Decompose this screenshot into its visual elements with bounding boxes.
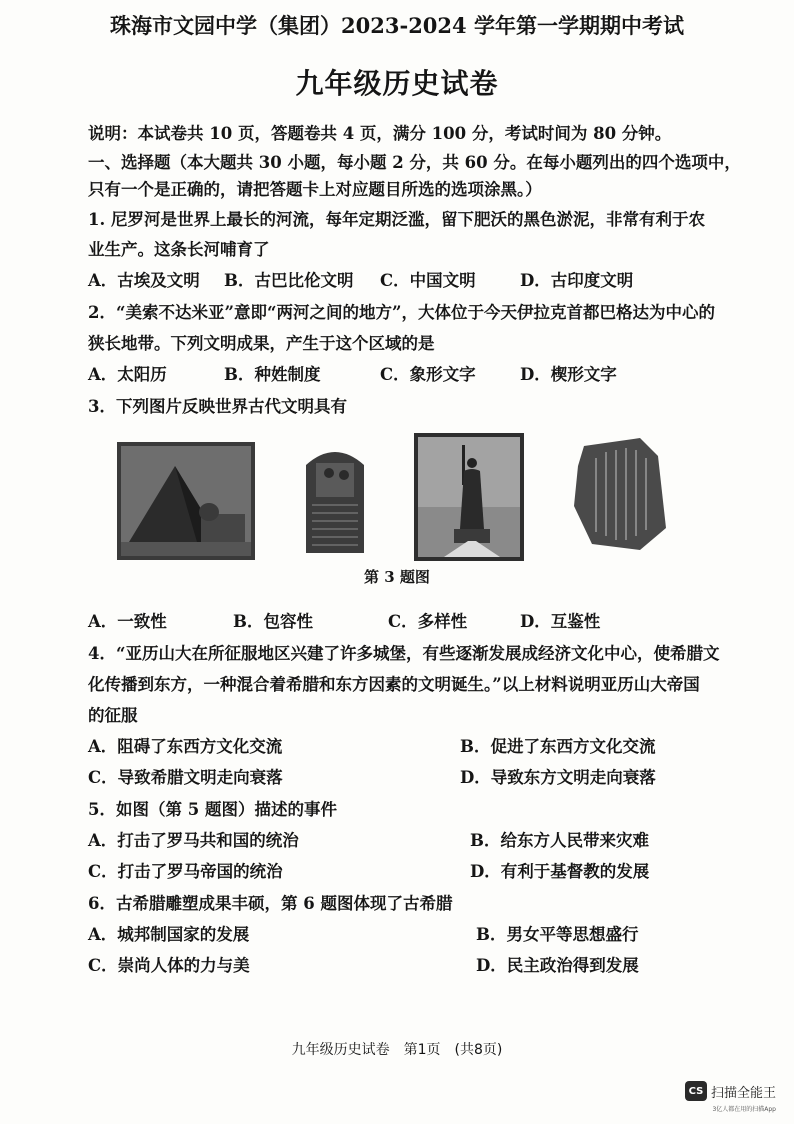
- question-4-stem-line2: 化传播到东方，一种混合着希腊和东方因素的文明诞生。”以上材料说明亚历山大帝国: [88, 675, 700, 694]
- exam-title: 珠海市文园中学（集团）2023-2024 学年第一学期期中考试: [110, 13, 684, 38]
- question-4-stem-line3: 的征服: [88, 706, 138, 725]
- question-5-stem: 5．如图（第 5 题图）描述的事件: [88, 800, 337, 819]
- inscribed-tablet-photo: [570, 436, 670, 554]
- instructions: 说明：本试卷共 10 页，答题卷共 4 页，满分 100 分，考试时间为 80 分钟。: [88, 124, 672, 143]
- question-1-stem-line1: 1. 尼罗河是世界上最长的河流，每年定期泛滥，留下肥沃的黑色淤泥，非常有利于农: [88, 210, 705, 229]
- pyramid-sphinx-photo: [117, 442, 255, 560]
- question-1-option-b: B．古巴比伦文明: [224, 271, 354, 290]
- question-3-option-c: C．多样性: [388, 612, 468, 631]
- question-3-option-d: D．互鉴性: [520, 612, 601, 631]
- page-footer: 九年级历史试卷 第1页 (共8页): [291, 1042, 503, 1058]
- question-4-stem-line1: 4．“亚历山大在所征服地区兴建了许多城堡，有些逐渐发展成经济文化中心，使希腊文: [88, 644, 720, 663]
- question-5-option-d: D．有利于基督教的发展: [470, 862, 650, 881]
- question-6-option-b: B．男女平等思想盛行: [476, 925, 639, 944]
- question-4-option-c: C．导致希腊文明走向衰落: [88, 768, 283, 787]
- question-1-option-c: C．中国文明: [380, 271, 476, 290]
- question-3-option-b: B．包容性: [233, 612, 313, 631]
- question-3-option-a: A．一致性: [88, 612, 167, 631]
- question-5-option-c: C．打击了罗马帝国的统治: [88, 862, 283, 881]
- question-1-option-a: A．古埃及文明: [88, 271, 200, 290]
- scanner-tagline: 3亿人都在用的扫描App: [712, 1106, 776, 1113]
- statue-photo: [414, 433, 524, 561]
- question-2-option-d: D．楔形文字: [520, 365, 617, 384]
- figure-3-caption: 第 3 题图: [364, 568, 430, 586]
- question-4-option-a: A．阻碍了东西方文化交流: [88, 737, 283, 756]
- hammurabi-stele-photo: [296, 441, 374, 557]
- paper-title: 九年级历史试卷: [295, 67, 499, 100]
- question-1-stem-line2: 业生产。这条长河哺育了: [88, 240, 270, 259]
- section-heading-line2: 只有一个是正确的，请把答题卡上对应题目所选的选项涂黑。）: [88, 180, 542, 199]
- question-2-option-b: B．种姓制度: [224, 365, 321, 384]
- question-2-option-a: A．太阳历: [88, 365, 167, 384]
- question-4-option-b: B．促进了东西方文化交流: [460, 737, 656, 756]
- question-6-option-d: D．民主政治得到发展: [476, 956, 639, 975]
- scanner-logo-icon: CS: [685, 1081, 707, 1101]
- scanner-app-name: 扫描全能王: [710, 1085, 776, 1101]
- question-6-option-c: C．崇尚人体的力与美: [88, 956, 250, 975]
- question-5-option-a: A．打击了罗马共和国的统治: [88, 831, 299, 850]
- question-2-stem-line2: 狭长地带。下列文明成果，产生于这个区域的是: [88, 334, 435, 353]
- question-3-stem: 3．下列图片反映世界古代文明具有: [88, 397, 347, 416]
- question-2-stem-line1: 2．“美索不达米亚”意即“两河之间的地方”，大体位于今天伊拉克首都巴格达为中心的: [88, 303, 715, 322]
- scanner-watermark: [685, 1081, 776, 1101]
- question-1-option-d: D．古印度文明: [520, 271, 634, 290]
- section-heading-line1: 一、选择题（本大题共 30 小题，每小题 2 分，共 60 分。在每小题列出的四个选项中，: [88, 153, 741, 172]
- question-6-option-a: A．城邦制国家的发展: [88, 925, 250, 944]
- question-5-option-b: B．给东方人民带来灾难: [470, 831, 649, 850]
- question-6-stem: 6．古希腊雕塑成果丰硕，第 6 题图体现了古希腊: [88, 894, 453, 913]
- question-2-option-c: C．象形文字: [380, 365, 476, 384]
- question-4-option-d: D．导致东方文明走向衰落: [460, 768, 656, 787]
